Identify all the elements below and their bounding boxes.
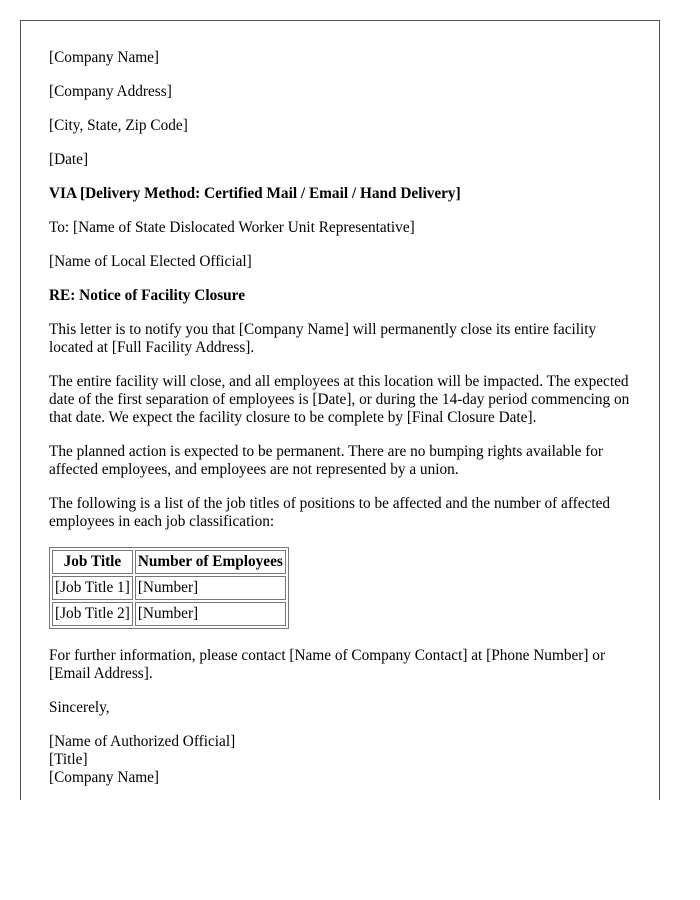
letter-page (20, 20, 660, 800)
signature-company: [Company Name] (49, 769, 160, 786)
contact-paragraph: For further information, please contact [Name of Company Contact] at [Phone Number] or [Email Address]. (49, 647, 606, 682)
paragraph-notice: This letter is to notify you that [Company Name] will permanently close its entire facility located at [Full Facility Address]. (49, 321, 597, 356)
local-official-line: [Name of Local Elected Official] (49, 253, 252, 270)
paragraph-job-list-intro: The following is a list of the job titles of positions to be affected and the number of affected employees in each job classification: (49, 495, 611, 530)
company-name: [Company Name] (49, 49, 160, 66)
signature-title: [Title] (49, 751, 88, 768)
paragraph-closure-details: The entire facility will close, and all employees at this location will be impacted. The expected date of the first separation of employees is [Date], or during the 14-day period commencing on that date. We expect the facility closure to be complete by [Final Closure Date]. (49, 373, 630, 426)
paragraph-permanence: The planned action is expected to be permanent. There are no bumping rights available for affected employees, and employees are not represented by a union. (49, 443, 604, 478)
header-job-title: Job Title (52, 550, 133, 574)
company-address: [Company Address] (49, 83, 172, 100)
subject-line: RE: Notice of Facility Closure (49, 287, 245, 304)
recipient-line: To: [Name of State Dislocated Worker Unit Representative] (49, 219, 415, 236)
city-state-zip: [City, State, Zip Code] (49, 117, 188, 134)
affected-jobs-table (49, 547, 289, 629)
closing: Sincerely, (49, 699, 110, 716)
letter-date: [Date] (49, 151, 89, 168)
table-cell-number: [Number] (135, 602, 286, 626)
table-cell-number: [Number] (135, 576, 286, 600)
table-header-row (52, 550, 286, 574)
table-cell-job-title: [Job Title 1] (52, 576, 133, 600)
table-row (52, 602, 286, 626)
signature-name: [Name of Authorized Official] (49, 733, 236, 750)
header-number-of-employees: Number of Employees (135, 550, 286, 574)
table-cell-job-title: [Job Title 2] (52, 602, 133, 626)
table-row (52, 576, 286, 600)
delivery-method: VIA [Delivery Method: Certified Mail / Email / Hand Delivery] (49, 185, 461, 202)
